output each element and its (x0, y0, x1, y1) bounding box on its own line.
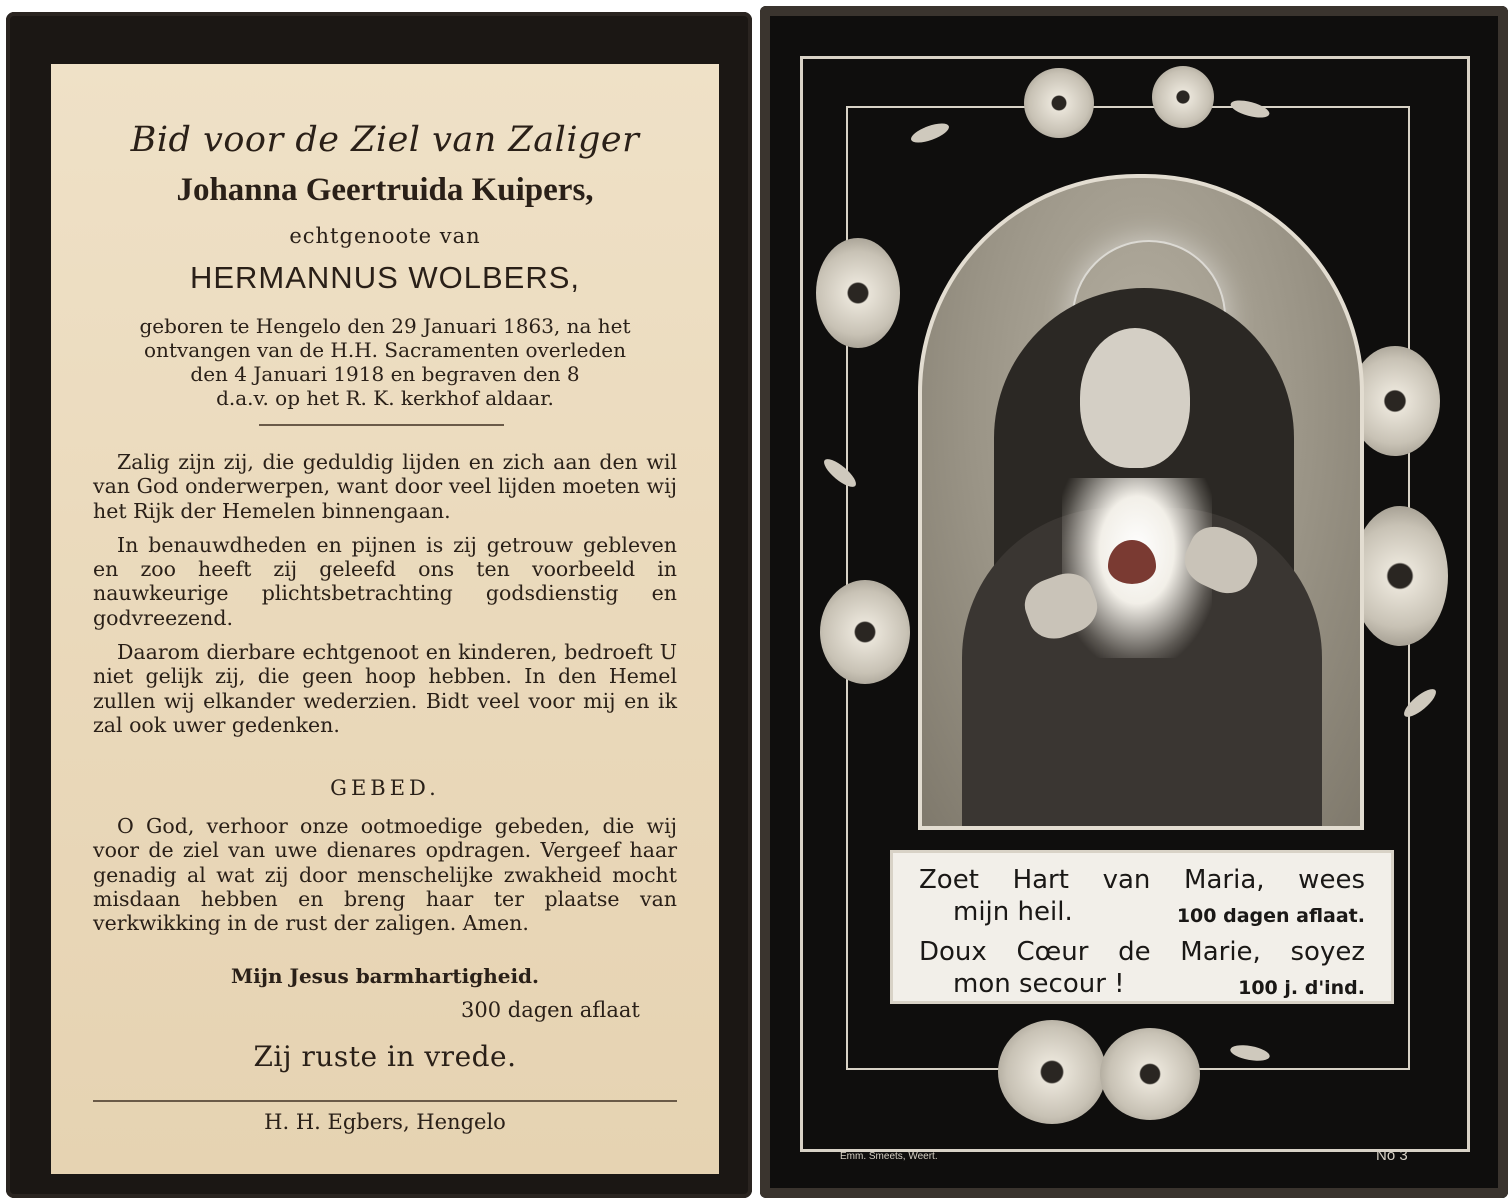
pansy-icon (1352, 506, 1448, 646)
face (1080, 328, 1190, 468)
birth-death-details (91, 314, 679, 410)
caption-dutch-text: mijn heil. (953, 897, 1073, 927)
madonna-illustration (918, 174, 1364, 830)
caption-dutch-line2 (953, 897, 1365, 927)
prayer-text: O God, verhoor onze ootmoedige gebeden, die wij voor de ziel van uwe dienares opdragen. Vergeef haar genadig al wat zij door menschelijke zwakheid mocht misdaan hebben en breng haar ter plaatse van verkwikking in de rust der zaligen. Amen. (93, 814, 677, 936)
caption-panel (890, 850, 1394, 1004)
publisher-credit: Emm. Smeets, Weert. (840, 1151, 938, 1162)
memorial-text (93, 450, 677, 747)
deceased-name: Johanna Geertruida Kuipers, (176, 172, 594, 208)
divider (259, 424, 504, 426)
spouse-label: echtgenoote van (289, 224, 481, 248)
caption-dutch-indulgence: 100 dagen aflaat. (1176, 905, 1365, 927)
pansy-icon (998, 1020, 1106, 1124)
paragraph: In benauwdheden en pijnen is zij getrouw gebleven en zoo heeft zij geleefd ons ten voorbeeld in nauwkeurige plichtsbetrachting godsdienstig en godvreezend. (93, 532, 677, 630)
birth-line: ontvangen van de H.H. Sacramenten overleden (144, 338, 626, 362)
card-number: No 3 (1376, 1147, 1408, 1164)
paragraph: Zalig zijn zij, die geduldig lijden en zich aan den wil van God onderwerpen, want door veel lijden moeten wij het Rijk der Hemelen binnengaan. (93, 450, 677, 523)
paragraph: Daarom dierbare echtgenoot en kinderen, bedroeft U niet gelijk zij, die geen hoop hebben. In den Hemel zullen wij elkander wederzien. Bidt veel voor mij en ik zal ook uwer gedenken. (93, 640, 677, 737)
pansy-icon (1024, 68, 1094, 138)
spouse-name: HERMANNUS WOLBERS, (189, 260, 581, 295)
caption-french-line1: Doux Cœur de Marie, soyez (919, 937, 1365, 967)
caption-french-indulgence: 100 j. d'ind. (1238, 977, 1365, 999)
pansy-icon (820, 580, 910, 684)
memorial-card-text-side (6, 12, 752, 1198)
pansy-icon (1152, 66, 1214, 128)
birth-line: den 4 Januari 1918 en begraven den 8 (190, 362, 580, 386)
caption-french-line2 (953, 969, 1365, 999)
prayer-heading: GEBED. (330, 776, 440, 800)
ejaculation: Mijn Jesus barmhartigheid. (231, 964, 539, 988)
pansy-icon (816, 238, 900, 348)
printer-credit: H. H. Egbers, Hengelo (264, 1110, 506, 1134)
caption-french-text: mon secour ! (953, 969, 1125, 999)
divider (93, 1100, 677, 1102)
pansy-icon (1100, 1028, 1200, 1120)
prayer-block (93, 814, 677, 945)
sacred-heart-icon (1108, 540, 1156, 584)
birth-line: d.a.v. op het R. K. kerkhof aldaar. (216, 386, 554, 410)
indulgence: 300 dagen aflaat (461, 998, 640, 1022)
birth-line: geboren te Hengelo den 29 Januari 1863, na het (139, 314, 631, 338)
closing-line: Zij ruste in vrede. (253, 1040, 517, 1073)
memorial-card-image-side (760, 6, 1508, 1198)
card-title: Bid voor de Ziel van Zaliger (130, 120, 640, 160)
caption-dutch-line1: Zoet Hart van Maria, wees (919, 865, 1365, 895)
card-paper (51, 64, 719, 1174)
